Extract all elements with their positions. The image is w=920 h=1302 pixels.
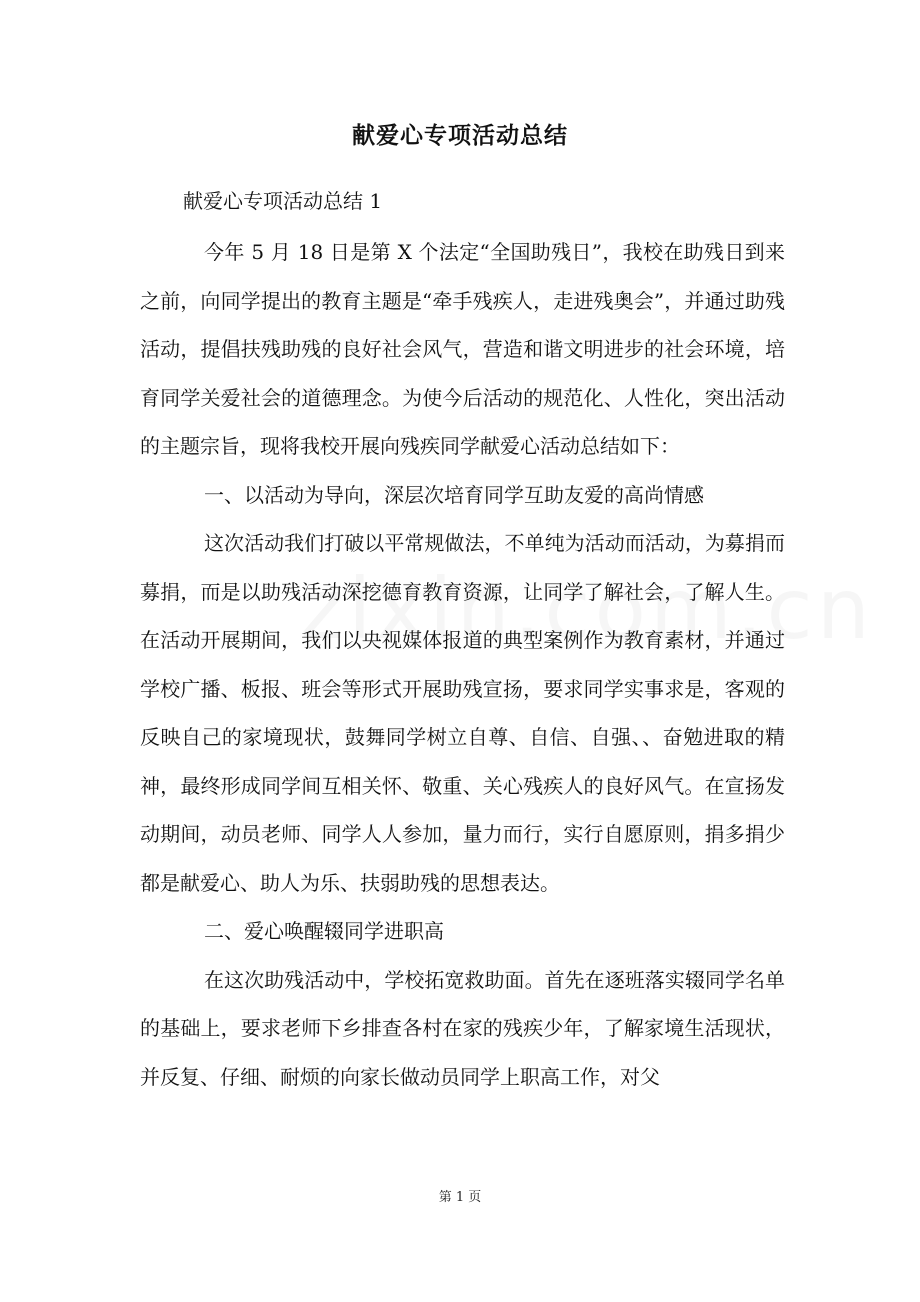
document-subtitle: 献爱心专项活动总结 1 [183,189,383,213]
paragraph-section-1: 这次活动我们打破以平常规做法，不单纯为活动而活动，为募捐而募捐，而是以助残活动深挖德育教育资源，让同学了解社会，了解人生。在活动开展期间，我们以央视媒体报道的典型案例作为教育素材，并通过学校广播、板报、班会等形式开展助残宣扬，要求同学实事求是，客观的反映自己的家境现状，鼓舞同学树立自尊、自信、自强、、奋勉进取的精神，最终形成同学间互相关怀、敬重、关心残疾人的良好风气。在宣扬发动期间，动员老师、同学人人参加，量力而行，实行自愿原则，捐多捐少都是献爱心、助人为乐、扶弱助残的思想表达。 [140,531,785,895]
paragraph-section-2: 在这次助残活动中，学校拓宽救助面。首先在逐班落实辍同学名单的基础上，要求老师下乡排查各村在家的残疾少年，了解家境生活现状，并反复、仔细、耐烦的向家长做动员同学上职高工作，对父 [140,967,785,1089]
document-body [140,228,785,1101]
page-number: 第 1 页 [438,1190,482,1205]
section-heading-2: 二、爱心唤醒辍同学进职高 [204,919,444,943]
document-title: 献爱心专项活动总结 [352,122,568,149]
section-heading-1: 一、以活动为导向，深层次培育同学互助友爱的高尚情感 [204,482,704,507]
paragraph-intro: 今年 5 月 18 日是第 X 个法定“全国助残日”，我校在助残日到来之前，向同学提出的教育主题是“牵手残疾人，走进残奥会”，并通过助残活动，提倡扶残助残的良好社会风气，营造和谐文明进步的社会环境，培育同学关爱社会的道德理念。为使今后活动的规范化、人性化，突出活动的主题宗旨，现将我校开展向残疾同学献爱心活动总结如下： [140,240,785,458]
